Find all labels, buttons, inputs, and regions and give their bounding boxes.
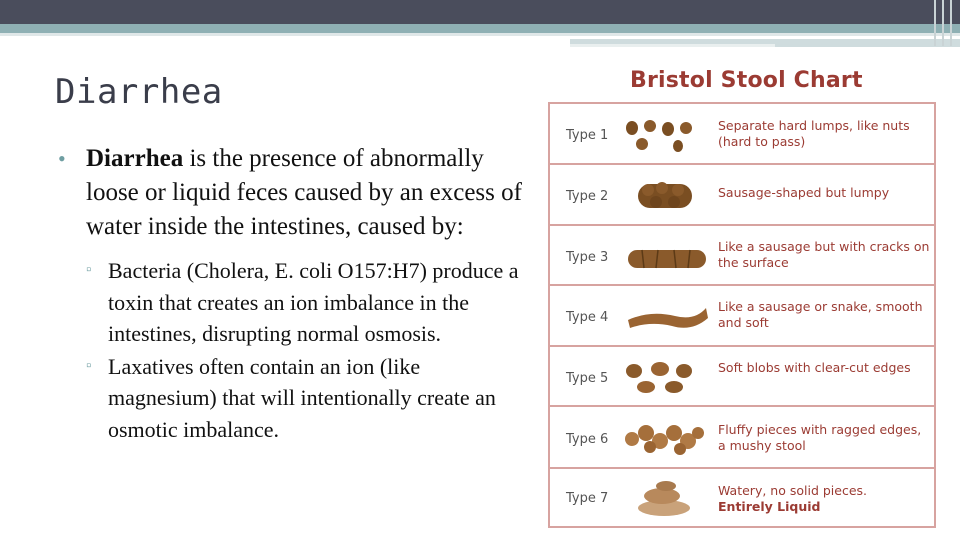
chart-title: Bristol Stool Chart bbox=[630, 68, 863, 93]
chart-row-type-4 bbox=[550, 286, 934, 347]
type-label: Type 4 bbox=[566, 310, 609, 325]
type-6-stool-icon bbox=[620, 417, 706, 459]
type-description: Separate hard lumps, like nuts (hard to pass) bbox=[718, 118, 910, 149]
chart-row-type-3 bbox=[550, 226, 934, 286]
chart-row-type-5 bbox=[550, 347, 934, 407]
type-4-stool-icon bbox=[620, 296, 710, 336]
type-label: Type 1 bbox=[566, 128, 609, 143]
type-description-text: Watery, no solid pieces. bbox=[718, 483, 867, 498]
bristol-stool-chart bbox=[548, 102, 936, 528]
top-accent-stripe bbox=[0, 24, 960, 33]
main-bullet bbox=[58, 142, 528, 244]
main-bullet-lead: Diarrhea bbox=[86, 145, 184, 172]
type-description: Fluffy pieces with ragged edges, a mushy stool bbox=[718, 422, 922, 453]
type-7-stool-icon bbox=[620, 476, 700, 520]
type-description: Soft blobs with clear-cut edges bbox=[718, 360, 911, 375]
right-accent-stripe-light bbox=[570, 44, 775, 47]
sub-bullet-bacteria bbox=[86, 255, 528, 350]
type-description bbox=[718, 483, 930, 515]
top-decorative-bar bbox=[0, 0, 960, 24]
bullet-dot-icon: • bbox=[58, 146, 66, 171]
square-bullet-icon: ▫ bbox=[86, 262, 92, 278]
sub-bullet-list bbox=[58, 255, 528, 445]
square-bullet-icon: ▫ bbox=[86, 357, 92, 374]
slide-title: Diarrhea bbox=[55, 72, 223, 112]
type-1-stool-icon bbox=[620, 116, 700, 156]
type-2-stool-icon bbox=[620, 176, 700, 216]
type-label: Type 3 bbox=[566, 250, 609, 265]
type-description: Like a sausage or snake, smooth and soft bbox=[718, 299, 923, 330]
type-5-stool-icon bbox=[620, 357, 700, 397]
type-label: Type 5 bbox=[566, 371, 609, 386]
type-label: Type 6 bbox=[566, 432, 609, 447]
type-label: Type 2 bbox=[566, 189, 609, 204]
sub-bullet-laxatives bbox=[86, 351, 528, 446]
chart-row-type-1 bbox=[550, 104, 934, 165]
type-3-stool-icon bbox=[620, 238, 710, 278]
main-bullet-text: is the presence of abnormally loose or liquid feces caused by an excess of water inside the intestines, caused by: bbox=[86, 145, 522, 240]
chart-row-type-7 bbox=[550, 469, 934, 526]
sub-bullet-text: Bacteria (Cholera, E. coli O157:H7) produce a toxin that creates an ion imbalance in the intestines, disrupting normal osmosis. bbox=[108, 258, 519, 346]
sub-bullet-text: Laxatives often contain an ion (like magnesium) that will intentionally create an osmotic imbalance. bbox=[108, 353, 496, 442]
type-label: Type 7 bbox=[566, 491, 609, 506]
type-description: Like a sausage but with cracks on the surface bbox=[718, 239, 930, 270]
corner-decoration bbox=[930, 0, 960, 46]
chart-row-type-6 bbox=[550, 407, 934, 469]
slide-body bbox=[58, 142, 528, 446]
type-description-emphasis: Entirely Liquid bbox=[718, 499, 821, 514]
type-description: Sausage-shaped but lumpy bbox=[718, 185, 890, 200]
chart-row-type-2 bbox=[550, 165, 934, 226]
top-accent-stripe-light bbox=[0, 33, 960, 36]
